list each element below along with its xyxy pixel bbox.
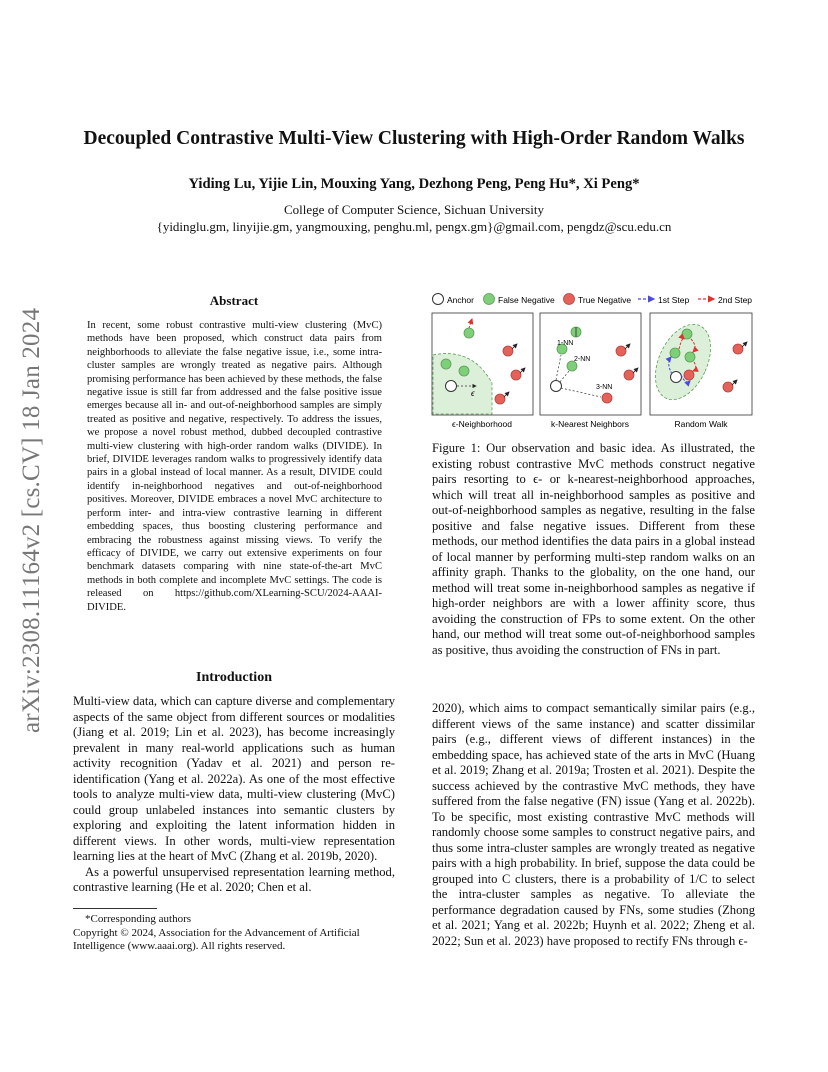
epsilon-label: ϵ (471, 389, 475, 398)
nn-label-3: 3-NN (596, 384, 613, 391)
figure-legend (433, 294, 753, 306)
anchor-node (671, 372, 682, 383)
affiliation: College of Computer Science, Sichuan University (284, 202, 544, 217)
copyright-notice: Copyright © 2024, Association for the Advancement of Artificial Intelligence (www.aaai.org). All rights reserved. (73, 926, 360, 952)
nn-label-1: 1-NN (557, 340, 574, 347)
legend-false-negative: False Negative (498, 295, 555, 305)
intro-paragraph-2: As a powerful unsupervised representation learning method, contrastive learning (He et al. 2020; Chen et al. (73, 864, 395, 894)
footnote-divider (73, 908, 157, 909)
right-column-text: 2020), which aims to compact semantically similar pairs (e.g., different views of the same instance) and scatter dissimilar pairs (e.g., different views of different instances) in the embedding space, has achieved state of the arts in MvC (Huang et al. 2019; Zhang et al. 2019a; Trosten et al. 2021). Despite the success achieved by the contrastive MvC methods, they have suffered from the false negative (FN) issue (Yang et al. 2022b). To be specific, most existing contrastive MvC methods will randomly choose some samples to construct negative pairs, and thus some intra-cluster samples are wrongly treated as negative pairs with a high probability. In brief, suppose the data could be grouped into C clusters, there is a probability of 1/C to select the intra-cluster samples as negative. To alleviate the performance degradation caused by FNs, some studies (Zhong et al. 2021; Yang et al. 2022b; Huynh et al. 2022; Zheng et al. 2022; Sun et al. 2023) have proposed to rectify FNs through ϵ- (432, 701, 755, 948)
intro-paragraph-1: Multi-view data, which can capture diverse and complementary aspects of the same object from different sources or modalities (Jiang et al. 2019; Lin et al. 2023), has become increasingly prevalent in many real-world applications such as human activity recognition (Yadav et al. 2021) and person re-identification (Yang et al. 2022a). As one of the most effective tools to analyze multi-view data, multi-view clustering (MvC) could group unlabeled instances into semantic clusters by exploring and exploiting the latent information hidden in different views. In other words, multi-view representation learning lies at the heart of MvC (Zhang et al. 2019b, 2020). (73, 694, 395, 863)
paper-title: Decoupled Contrastive Multi-View Clustering with High-Order Random Walks (83, 128, 745, 149)
figure-1-caption: Figure 1: Our observation and basic idea. As illustrated, the existing robust contrastive MvC methods construct negative pairs resorting to ϵ- or k-nearest-neighborhood approaches, which will treat all in-neighborhood samples as positive and out-of-neighborhood samples as negative, resulting in the false positive and false negative issues. Different from these methods, our method identifies the data pairs in a global instead of local manner by performing multi-step random walks on an affinity graph. Thanks to the globality, on the one hand, our method will treat some in-neighborhood samples as negative if high-order neighbors are with a lower affinity score, thus avoiding the construction of FPs to some extent. On the other hand, our method will treat some out-of-neighborhood samples as positive, thus avoiding the construction of FNs in part. (432, 441, 755, 657)
legend-first-step: 1st Step (658, 295, 690, 305)
figure-1 (428, 289, 758, 429)
panel-random-walk (644, 313, 752, 429)
false-negative-legend-marker (484, 294, 495, 305)
corresponding-author-note: *Corresponding authors (85, 913, 192, 925)
panel-label-epsilon: ϵ-Neighborhood (452, 419, 512, 429)
legend-true-negative: True Negative (578, 295, 632, 305)
true-negative-legend-marker (564, 294, 575, 305)
panel-epsilon-neighborhood (432, 313, 533, 429)
anchor-legend-marker (433, 294, 444, 305)
abstract-heading: Abstract (209, 293, 259, 308)
affiliation-block (60, 201, 768, 235)
anchor-node (446, 381, 457, 392)
panel-label-random-walk: Random Walk (674, 419, 728, 429)
panel-label-knn: k-Nearest Neighbors (551, 419, 629, 429)
author-emails[interactable]: {yidinglu.gm, linyijie.gm, yangmouxing, penghu.ml, pengx.gm}@gmail.com, pengdz@scu.edu.cn (156, 219, 672, 234)
nn-label-2: 2-NN (574, 356, 591, 363)
legend-second-step: 2nd Step (718, 295, 753, 305)
introduction-heading: Introduction (196, 670, 272, 685)
panel-knn (540, 313, 641, 429)
legend-anchor: Anchor (447, 295, 474, 305)
author-list: Yiding Lu, Yijie Lin, Mouxing Yang, Dezhong Peng, Peng Hu*, Xi Peng* (188, 176, 640, 192)
footnote (73, 913, 395, 954)
anchor-node (551, 381, 562, 392)
introduction-text (73, 694, 395, 896)
abstract-text: In recent, some robust contrastive multi-view clustering (MvC) methods have been proposed, which construct data pairs from neighborhoods to alleviate the false negative issue, i.e., some intra-cluster samples are wrongly treated as negative pairs. Although promising performance has been achieved by these methods, the false negative issue is still far from addressed and the false positive issue emerges because all in- and out-of-neighborhood samples are simply treated as positive and negative, respectively. To address the issues, we propose a novel robust method, dubbed decoupled contrastive multi-view clustering with high-order random walks (DIVIDE). In brief, DIVIDE leverages random walks to progressively identify data pairs in a global instead of local manner. As a result, DIVIDE could identify in-neighborhood negatives and out-of-neighborhood positives. Moreover, DIVIDE embraces a novel MvC architecture to perform inter- and intra-view contrastive learning in different embedding spaces, thus boosting clustering performance and embracing the robustness against missing views. To verify the efficacy of DIVIDE, we carry out extensive experiments on four benchmark datasets comparing with nine state-of-the-art MvC methods in both complete and incomplete MvC settings. The code is released on https://github.com/XLearning-SCU/2024-AAAI-DIVIDE. (87, 320, 382, 613)
arxiv-identifier: arXiv:2308.11164v2 [cs.CV] 18 Jan 2024 (18, 307, 45, 733)
